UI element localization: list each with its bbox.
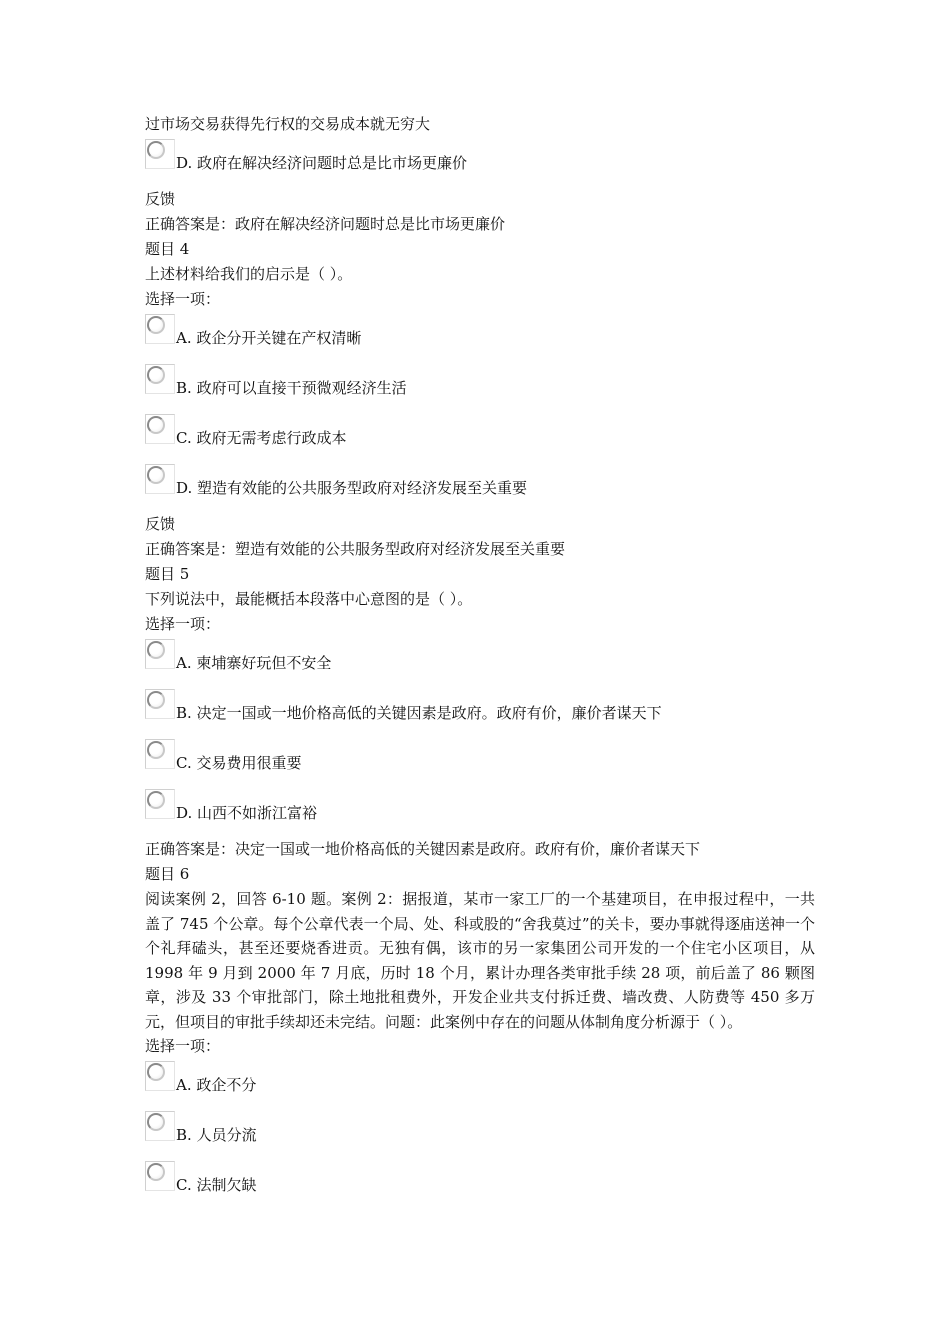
option-label: B. 政府可以直接干预微观经济生活 [176, 379, 407, 397]
q4-option-b[interactable] [145, 362, 815, 412]
q5-option-a[interactable] [145, 637, 815, 687]
radio-button[interactable] [145, 139, 175, 169]
feedback-label: 反馈 [145, 190, 176, 208]
question-stem: 上述材料给我们的启示是（ ）。 [145, 265, 353, 283]
intro-line: 过市场交易获得先行权的交易成本就无穷大 [145, 115, 431, 133]
option-label: C. 交易费用很重要 [176, 754, 302, 772]
radio-button[interactable] [145, 414, 175, 444]
option-label: B. 人员分流 [176, 1126, 257, 1144]
q4-option-a[interactable] [145, 312, 815, 362]
option-label: C. 法制欠缺 [176, 1176, 257, 1194]
option-label: A. 政企不分 [176, 1076, 257, 1094]
q5-option-d[interactable] [145, 787, 815, 837]
q6-option-c[interactable] [145, 1159, 815, 1209]
radio-button[interactable] [145, 464, 175, 494]
select-instruction: 选择一项： [145, 615, 221, 633]
question-stem: 阅读案例 2，回答 6-10 题。案例 2：据报道，某市一家工厂的一个基建项目，在申报过程中，一共盖了 745 个公章。每个公章代表一个局、处、科或股的“舍我莫过”的关卡，要办事就得逐庙送神一个个礼拜磕头，甚至还要烧香进贡。无独有偶，该市的另一家集团公司开发的一个住宅小区项目，从 1998 年 9 月到 2000 年 7 月底，历时 18 个月，累计办理各类审批手续 28 项，前后盖了 86 颗图章，涉及 33 个审批部门，除土地批租费外，开发企业共支付拆迁费、墙改费、人防费等 450 多万元，但项目的审批手续却还未完结。问题：此案例中存在的问题从体制角度分析源于（ ）。 [145, 890, 815, 1031]
radio-button[interactable] [145, 639, 175, 669]
correct-answer: 正确答案是：塑造有效能的公共服务型政府对经济发展至关重要 [145, 540, 566, 558]
question-stem: 下列说法中，最能概括本段落中心意图的是（ ）。 [145, 590, 473, 608]
radio-button[interactable] [145, 314, 175, 344]
radio-button[interactable] [145, 1061, 175, 1091]
question-title: 题目 6 [145, 865, 190, 883]
q5-option-b[interactable] [145, 687, 815, 737]
quiz-document [145, 112, 815, 1209]
q3-option-d[interactable] [145, 137, 815, 187]
option-label: D. 塑造有效能的公共服务型政府对经济发展至关重要 [176, 479, 528, 497]
q6-option-b[interactable] [145, 1109, 815, 1159]
correct-answer: 正确答案是：决定一国或一地价格高低的关键因素是政府。政府有价，廉价者谋天下 [145, 840, 701, 858]
radio-button[interactable] [145, 689, 175, 719]
radio-button[interactable] [145, 1111, 175, 1141]
q5-option-c[interactable] [145, 737, 815, 787]
q4-option-d[interactable] [145, 462, 815, 512]
radio-button[interactable] [145, 739, 175, 769]
correct-answer: 正确答案是：政府在解决经济问题时总是比市场更廉价 [145, 215, 506, 233]
option-label: D. 政府在解决经济问题时总是比市场更廉价 [176, 154, 468, 172]
select-instruction: 选择一项： [145, 1037, 221, 1055]
radio-button[interactable] [145, 789, 175, 819]
q6-option-a[interactable] [145, 1059, 815, 1109]
option-label: B. 决定一国或一地价格高低的关键因素是政府。政府有价，廉价者谋天下 [176, 704, 662, 722]
option-label: A. 柬埔寨好玩但不安全 [176, 654, 332, 672]
select-instruction: 选择一项： [145, 290, 221, 308]
option-label: D. 山西不如浙江富裕 [176, 804, 318, 822]
q4-option-c[interactable] [145, 412, 815, 462]
radio-button[interactable] [145, 364, 175, 394]
question-title: 题目 5 [145, 565, 190, 583]
option-label: C. 政府无需考虑行政成本 [176, 429, 347, 447]
feedback-label: 反馈 [145, 515, 176, 533]
question-title: 题目 4 [145, 240, 190, 258]
radio-button[interactable] [145, 1161, 175, 1191]
option-label: A. 政企分开关键在产权清晰 [176, 329, 362, 347]
